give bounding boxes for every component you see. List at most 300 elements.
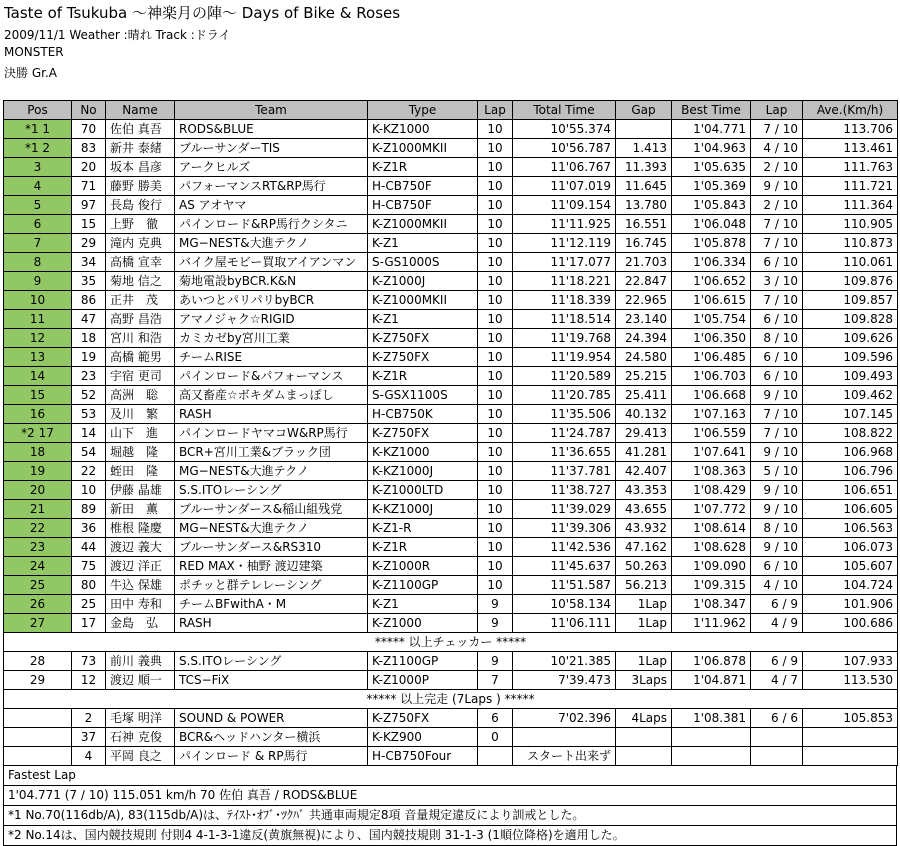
cell-team: ブルーサンダーTIS	[175, 139, 368, 158]
cell-gap: 11.393	[616, 158, 672, 177]
cell-laps: 10	[478, 557, 513, 576]
table-row	[4, 614, 898, 633]
cell-average-speed	[803, 747, 898, 766]
cell-team: SOUND & POWER	[175, 709, 368, 728]
cell-gap: 4Laps	[616, 709, 672, 728]
cell-machine-type: K-Z1-R	[368, 519, 478, 538]
cell-position: 29	[4, 671, 72, 690]
cell-best-lap: 9 / 10	[751, 500, 803, 519]
cell-best-time: 1'08.363	[672, 462, 751, 481]
cell-gap: 56.213	[616, 576, 672, 595]
cell-laps: 10	[478, 177, 513, 196]
cell-best-time: 1'04.771	[672, 120, 751, 139]
cell-total-time: 11'39.029	[513, 500, 616, 519]
cell-position: 7	[4, 234, 72, 253]
cell-total-time: 10'56.787	[513, 139, 616, 158]
cell-number: 23	[72, 367, 106, 386]
table-row	[4, 424, 898, 443]
cell-rider-name: 渡辺 順一	[106, 671, 175, 690]
cell-gap: 22.965	[616, 291, 672, 310]
col-header-name: Name	[106, 101, 175, 120]
cell-position: 12	[4, 329, 72, 348]
cell-rider-name: 毛塚 明洋	[106, 709, 175, 728]
cell-laps: 10	[478, 405, 513, 424]
cell-position: *1 1	[4, 120, 72, 139]
cell-number: 71	[72, 177, 106, 196]
cell-best-time: 1'06.652	[672, 272, 751, 291]
cell-average-speed: 106.968	[803, 443, 898, 462]
cell-average-speed: 109.596	[803, 348, 898, 367]
cell-laps: 9	[478, 652, 513, 671]
col-header-no: No	[72, 101, 106, 120]
cell-laps: 10	[478, 367, 513, 386]
cell-team: アークヒルズ	[175, 158, 368, 177]
cell-gap: 29.413	[616, 424, 672, 443]
cell-best-lap: 4 / 7	[751, 671, 803, 690]
cell-rider-name: 田中 寿和	[106, 595, 175, 614]
cell-gap: 47.162	[616, 538, 672, 557]
cell-best-time: 1'08.614	[672, 519, 751, 538]
cell-best-time: 1'05.843	[672, 196, 751, 215]
cell-best-time: 1'06.559	[672, 424, 751, 443]
col-header-pos: Pos	[4, 101, 72, 120]
cell-laps: 10	[478, 348, 513, 367]
cell-total-time: 7'02.396	[513, 709, 616, 728]
cell-average-speed: 110.061	[803, 253, 898, 272]
cell-rider-name: 前川 義典	[106, 652, 175, 671]
cell-best-time: 1'09.090	[672, 557, 751, 576]
cell-best-lap: 9 / 10	[751, 386, 803, 405]
cell-gap: 1Lap	[616, 595, 672, 614]
cell-best-time: 1'05.754	[672, 310, 751, 329]
cell-laps: 10	[478, 310, 513, 329]
cell-total-time: 10'58.134	[513, 595, 616, 614]
cell-position: 19	[4, 462, 72, 481]
cell-best-lap: 4 / 10	[751, 139, 803, 158]
cell-best-lap: 6 / 10	[751, 348, 803, 367]
cell-average-speed: 101.906	[803, 595, 898, 614]
cell-rider-name: 滝内 克典	[106, 234, 175, 253]
cell-best-time: 1'06.615	[672, 291, 751, 310]
cell-average-speed: 106.073	[803, 538, 898, 557]
cell-position: 6	[4, 215, 72, 234]
cell-best-time: 1'06.350	[672, 329, 751, 348]
cell-rider-name: 坂本 昌彦	[106, 158, 175, 177]
col-header-type: Type	[368, 101, 478, 120]
cell-number: 18	[72, 329, 106, 348]
cell-rider-name: 伊藤 晶雄	[106, 481, 175, 500]
cell-team: あいつとパリパリbyBCR	[175, 291, 368, 310]
cell-rider-name: 宮川 和浩	[106, 329, 175, 348]
cell-rider-name: 高橋 宣幸	[106, 253, 175, 272]
cell-position: 23	[4, 538, 72, 557]
cell-best-time: 1'06.668	[672, 386, 751, 405]
cell-average-speed: 105.853	[803, 709, 898, 728]
cell-rider-name: 椎根 隆慶	[106, 519, 175, 538]
col-header-average-speed: Ave.(Km/h)	[803, 101, 898, 120]
cell-position: 28	[4, 652, 72, 671]
cell-rider-name: 牛込 保雄	[106, 576, 175, 595]
table-row	[4, 234, 898, 253]
cell-laps: 10	[478, 424, 513, 443]
cell-rider-name: 長島 俊行	[106, 196, 175, 215]
cell-number: 10	[72, 481, 106, 500]
cell-number: 34	[72, 253, 106, 272]
cell-position: 14	[4, 367, 72, 386]
cell-gap	[616, 728, 672, 747]
cell-machine-type: S-GS1000S	[368, 253, 478, 272]
cell-number: 25	[72, 595, 106, 614]
cell-number: 97	[72, 196, 106, 215]
cell-best-lap: 4 / 9	[751, 614, 803, 633]
cell-laps: 10	[478, 120, 513, 139]
cell-team: ポチッと群テレレーシング	[175, 576, 368, 595]
cell-total-time: 10'55.374	[513, 120, 616, 139]
cell-number: 19	[72, 348, 106, 367]
cell-position	[4, 747, 72, 766]
cell-team: BCR&ヘッドハンター横浜	[175, 728, 368, 747]
cell-total-time: 11'45.637	[513, 557, 616, 576]
penalty-note-1: *1 No.70(116db/A), 83(115db/A)は、ﾃｲｽﾄ･ｵﾌﾞ･ﾂｸﾊﾞ 共通車両規定8項 音量規定違反により訓戒とした。	[3, 806, 897, 826]
cell-number: 37	[72, 728, 106, 747]
cell-team: MG−NEST&大進テクノ	[175, 234, 368, 253]
cell-total-time: 11'06.767	[513, 158, 616, 177]
cell-best-lap: 5 / 10	[751, 462, 803, 481]
table-row	[4, 728, 898, 747]
cell-best-time: 1'11.962	[672, 614, 751, 633]
cell-position: 8	[4, 253, 72, 272]
cell-position: 11	[4, 310, 72, 329]
cell-number: 89	[72, 500, 106, 519]
cell-best-lap: 7 / 10	[751, 234, 803, 253]
table-row	[4, 272, 898, 291]
cell-machine-type: K-KZ1000J	[368, 462, 478, 481]
cell-total-time: 11'19.954	[513, 348, 616, 367]
cell-rider-name: 堀越 隆	[106, 443, 175, 462]
cell-number: 52	[72, 386, 106, 405]
cell-laps: 10	[478, 538, 513, 557]
cell-number: 4	[72, 747, 106, 766]
cell-position: 16	[4, 405, 72, 424]
cell-machine-type: K-Z750FX	[368, 329, 478, 348]
separator-label: ***** 以上完走 (7Laps ) *****	[4, 690, 898, 709]
cell-machine-type: H-CB750K	[368, 405, 478, 424]
cell-machine-type: K-Z1R	[368, 538, 478, 557]
table-row	[4, 443, 898, 462]
cell-laps: 10	[478, 481, 513, 500]
col-header-lap: Lap	[478, 101, 513, 120]
table-row	[4, 557, 898, 576]
cell-number: 86	[72, 291, 106, 310]
cell-position: 9	[4, 272, 72, 291]
cell-average-speed: 107.145	[803, 405, 898, 424]
cell-team: バイク屋モビー買取アイアンマン	[175, 253, 368, 272]
cell-best-time: 1'08.347	[672, 595, 751, 614]
footer	[3, 765, 897, 846]
col-header-gap: Gap	[616, 101, 672, 120]
cell-number: 83	[72, 139, 106, 158]
cell-team: チームRISE	[175, 348, 368, 367]
cell-gap: 1.413	[616, 139, 672, 158]
cell-total-time: 11'37.781	[513, 462, 616, 481]
event-info: 2009/11/1 Weather :晴れ Track :ドライ	[4, 28, 231, 42]
cell-rider-name: 佐伯 真吾	[106, 120, 175, 139]
cell-team: パインロード&パフォーマンス	[175, 367, 368, 386]
cell-average-speed: 110.873	[803, 234, 898, 253]
cell-best-lap: 7 / 10	[751, 291, 803, 310]
penalty-note-2: *2 No.14は、国内競技規則 付則4 4-1-3-1違反(黄旗無視)により、国内競技規則 31-1-3 (1順位降格)を適用した。	[3, 826, 897, 846]
class-name: MONSTER	[4, 45, 64, 59]
cell-best-time: 1'04.963	[672, 139, 751, 158]
cell-team: パインロード & RP馬行	[175, 747, 368, 766]
cell-machine-type: H-CB750Four	[368, 747, 478, 766]
cell-machine-type: K-Z1000J	[368, 272, 478, 291]
cell-rider-name: 菊地 信之	[106, 272, 175, 291]
col-header-total-time: Total Time	[513, 101, 616, 120]
cell-machine-type: S-GSX1100S	[368, 386, 478, 405]
table-row	[4, 139, 898, 158]
separator-row	[4, 633, 898, 652]
cell-team: パフォーマンスRT&RP馬行	[175, 177, 368, 196]
cell-machine-type: K-Z1000P	[368, 671, 478, 690]
cell-number: 35	[72, 272, 106, 291]
cell-rider-name: 平岡 良之	[106, 747, 175, 766]
cell-average-speed: 109.876	[803, 272, 898, 291]
cell-machine-type: K-KZ900	[368, 728, 478, 747]
cell-gap: 25.215	[616, 367, 672, 386]
cell-average-speed: 109.857	[803, 291, 898, 310]
cell-number: 12	[72, 671, 106, 690]
cell-average-speed: 110.905	[803, 215, 898, 234]
cell-team: RASH	[175, 405, 368, 424]
cell-number: 75	[72, 557, 106, 576]
table-row	[4, 215, 898, 234]
cell-total-time: スタート出来ず	[513, 747, 616, 766]
cell-gap: 43.353	[616, 481, 672, 500]
cell-best-time: 1'09.315	[672, 576, 751, 595]
cell-number: 70	[72, 120, 106, 139]
cell-number: 44	[72, 538, 106, 557]
cell-number: 29	[72, 234, 106, 253]
cell-position: *2 17	[4, 424, 72, 443]
cell-number: 2	[72, 709, 106, 728]
table-row	[4, 671, 898, 690]
table-row	[4, 709, 898, 728]
cell-laps: 7	[478, 671, 513, 690]
cell-laps: 10	[478, 291, 513, 310]
cell-team: パインロードヤマコW&RP馬行	[175, 424, 368, 443]
cell-total-time: 11'19.768	[513, 329, 616, 348]
cell-total-time: 11'39.306	[513, 519, 616, 538]
cell-best-lap: 6 / 6	[751, 709, 803, 728]
table-row	[4, 348, 898, 367]
table-row	[4, 405, 898, 424]
table-row	[4, 253, 898, 272]
cell-gap: 16.551	[616, 215, 672, 234]
cell-gap: 42.407	[616, 462, 672, 481]
cell-number: 22	[72, 462, 106, 481]
cell-average-speed: 109.828	[803, 310, 898, 329]
cell-average-speed: 106.796	[803, 462, 898, 481]
table-row	[4, 652, 898, 671]
cell-machine-type: K-KZ1000	[368, 120, 478, 139]
cell-team: S.S.ITOレーシング	[175, 481, 368, 500]
cell-best-lap	[751, 728, 803, 747]
cell-team: ブルーサンダース&稲山組残党	[175, 500, 368, 519]
cell-team: BCR+宮川工業&ブラック団	[175, 443, 368, 462]
cell-machine-type: K-Z1000	[368, 614, 478, 633]
table-row	[4, 576, 898, 595]
cell-rider-name: 藤野 勝美	[106, 177, 175, 196]
cell-position: 26	[4, 595, 72, 614]
cell-total-time: 11'18.514	[513, 310, 616, 329]
col-header-team: Team	[175, 101, 368, 120]
cell-position: 25	[4, 576, 72, 595]
cell-gap: 50.263	[616, 557, 672, 576]
cell-average-speed: 111.763	[803, 158, 898, 177]
cell-machine-type: K-KZ1000	[368, 443, 478, 462]
cell-average-speed: 109.626	[803, 329, 898, 348]
fastest-lap-value: 1'04.771 (7 / 10) 115.051 km/h 70 佐伯 真吾 / RODS&BLUE	[3, 786, 897, 806]
table-row	[4, 481, 898, 500]
cell-best-time	[672, 728, 751, 747]
cell-machine-type: K-Z1100GP	[368, 576, 478, 595]
table-row	[4, 329, 898, 348]
cell-best-lap: 6 / 10	[751, 310, 803, 329]
cell-total-time: 11'17.077	[513, 253, 616, 272]
fastest-lap-label: Fastest Lap	[3, 765, 897, 786]
cell-rider-name: 正井 茂	[106, 291, 175, 310]
cell-average-speed: 100.686	[803, 614, 898, 633]
cell-average-speed: 113.530	[803, 671, 898, 690]
results-body	[4, 120, 898, 766]
cell-rider-name: 渡辺 義大	[106, 538, 175, 557]
cell-laps: 10	[478, 329, 513, 348]
cell-position: 24	[4, 557, 72, 576]
cell-team: カミカゼby宮川工業	[175, 329, 368, 348]
cell-average-speed: 108.822	[803, 424, 898, 443]
cell-machine-type: K-Z1	[368, 234, 478, 253]
cell-team: RASH	[175, 614, 368, 633]
cell-best-time: 1'06.485	[672, 348, 751, 367]
cell-rider-name: 蛭田 隆	[106, 462, 175, 481]
cell-position: *1 2	[4, 139, 72, 158]
table-row	[4, 158, 898, 177]
table-row	[4, 595, 898, 614]
cell-position: 18	[4, 443, 72, 462]
cell-best-time: 1'08.628	[672, 538, 751, 557]
cell-average-speed	[803, 728, 898, 747]
cell-machine-type: K-Z1000MKII	[368, 291, 478, 310]
cell-gap: 43.932	[616, 519, 672, 538]
cell-total-time: 11'35.506	[513, 405, 616, 424]
cell-average-speed: 106.605	[803, 500, 898, 519]
cell-machine-type: K-Z750FX	[368, 424, 478, 443]
cell-best-lap: 8 / 10	[751, 329, 803, 348]
cell-gap: 25.411	[616, 386, 672, 405]
table-header-row	[4, 101, 898, 120]
cell-number: 36	[72, 519, 106, 538]
cell-rider-name: 渡辺 洋正	[106, 557, 175, 576]
cell-team: MG−NEST&大進テクノ	[175, 519, 368, 538]
cell-total-time: 11'11.925	[513, 215, 616, 234]
cell-total-time: 11'18.339	[513, 291, 616, 310]
cell-gap: 41.281	[616, 443, 672, 462]
cell-best-lap: 8 / 10	[751, 519, 803, 538]
cell-gap: 24.394	[616, 329, 672, 348]
cell-total-time: 11'20.589	[513, 367, 616, 386]
cell-number: 73	[72, 652, 106, 671]
cell-average-speed: 109.493	[803, 367, 898, 386]
cell-average-speed: 104.724	[803, 576, 898, 595]
cell-best-lap: 9 / 10	[751, 177, 803, 196]
cell-machine-type: K-Z1000MKII	[368, 215, 478, 234]
cell-average-speed: 109.462	[803, 386, 898, 405]
table-row	[4, 500, 898, 519]
cell-position: 15	[4, 386, 72, 405]
table-row	[4, 538, 898, 557]
cell-position: 22	[4, 519, 72, 538]
cell-best-time	[672, 747, 751, 766]
cell-best-time: 1'06.703	[672, 367, 751, 386]
cell-team: アマノジャク☆RIGID	[175, 310, 368, 329]
cell-gap: 23.140	[616, 310, 672, 329]
cell-gap	[616, 747, 672, 766]
cell-total-time: 11'18.221	[513, 272, 616, 291]
cell-total-time: 10'21.385	[513, 652, 616, 671]
cell-best-time: 1'06.048	[672, 215, 751, 234]
cell-machine-type: K-Z1000R	[368, 557, 478, 576]
cell-rider-name: 高洲 聡	[106, 386, 175, 405]
cell-team: チームBFwithA・M	[175, 595, 368, 614]
cell-best-time: 1'04.871	[672, 671, 751, 690]
cell-laps: 10	[478, 500, 513, 519]
cell-best-time: 1'07.163	[672, 405, 751, 424]
cell-machine-type: K-Z1000LTD	[368, 481, 478, 500]
cell-total-time: 7'39.473	[513, 671, 616, 690]
cell-best-time: 1'06.334	[672, 253, 751, 272]
cell-total-time: 11'36.655	[513, 443, 616, 462]
cell-machine-type: H-CB750F	[368, 177, 478, 196]
cell-best-time: 1'05.878	[672, 234, 751, 253]
cell-laps: 10	[478, 272, 513, 291]
cell-number: 80	[72, 576, 106, 595]
cell-gap: 22.847	[616, 272, 672, 291]
page-title: Taste of Tsukuba ～神楽月の陣～ Days of Bike & Roses	[4, 4, 401, 22]
cell-team: パインロード&RP馬行クシタニ	[175, 215, 368, 234]
cell-machine-type: K-Z1	[368, 595, 478, 614]
results-table	[3, 100, 898, 766]
cell-position	[4, 709, 72, 728]
cell-best-lap: 3 / 10	[751, 272, 803, 291]
cell-best-lap: 9 / 10	[751, 443, 803, 462]
cell-rider-name: 宇宿 更司	[106, 367, 175, 386]
cell-laps	[478, 747, 513, 766]
cell-gap: 40.132	[616, 405, 672, 424]
cell-machine-type: K-Z1R	[368, 367, 478, 386]
cell-position: 5	[4, 196, 72, 215]
cell-rider-name: 上野 徹	[106, 215, 175, 234]
cell-total-time: 11'38.727	[513, 481, 616, 500]
cell-best-time: 1'08.381	[672, 709, 751, 728]
table-row	[4, 519, 898, 538]
cell-gap: 43.655	[616, 500, 672, 519]
table-row	[4, 291, 898, 310]
cell-number: 53	[72, 405, 106, 424]
cell-number: 47	[72, 310, 106, 329]
cell-gap: 1Lap	[616, 614, 672, 633]
cell-average-speed: 106.563	[803, 519, 898, 538]
